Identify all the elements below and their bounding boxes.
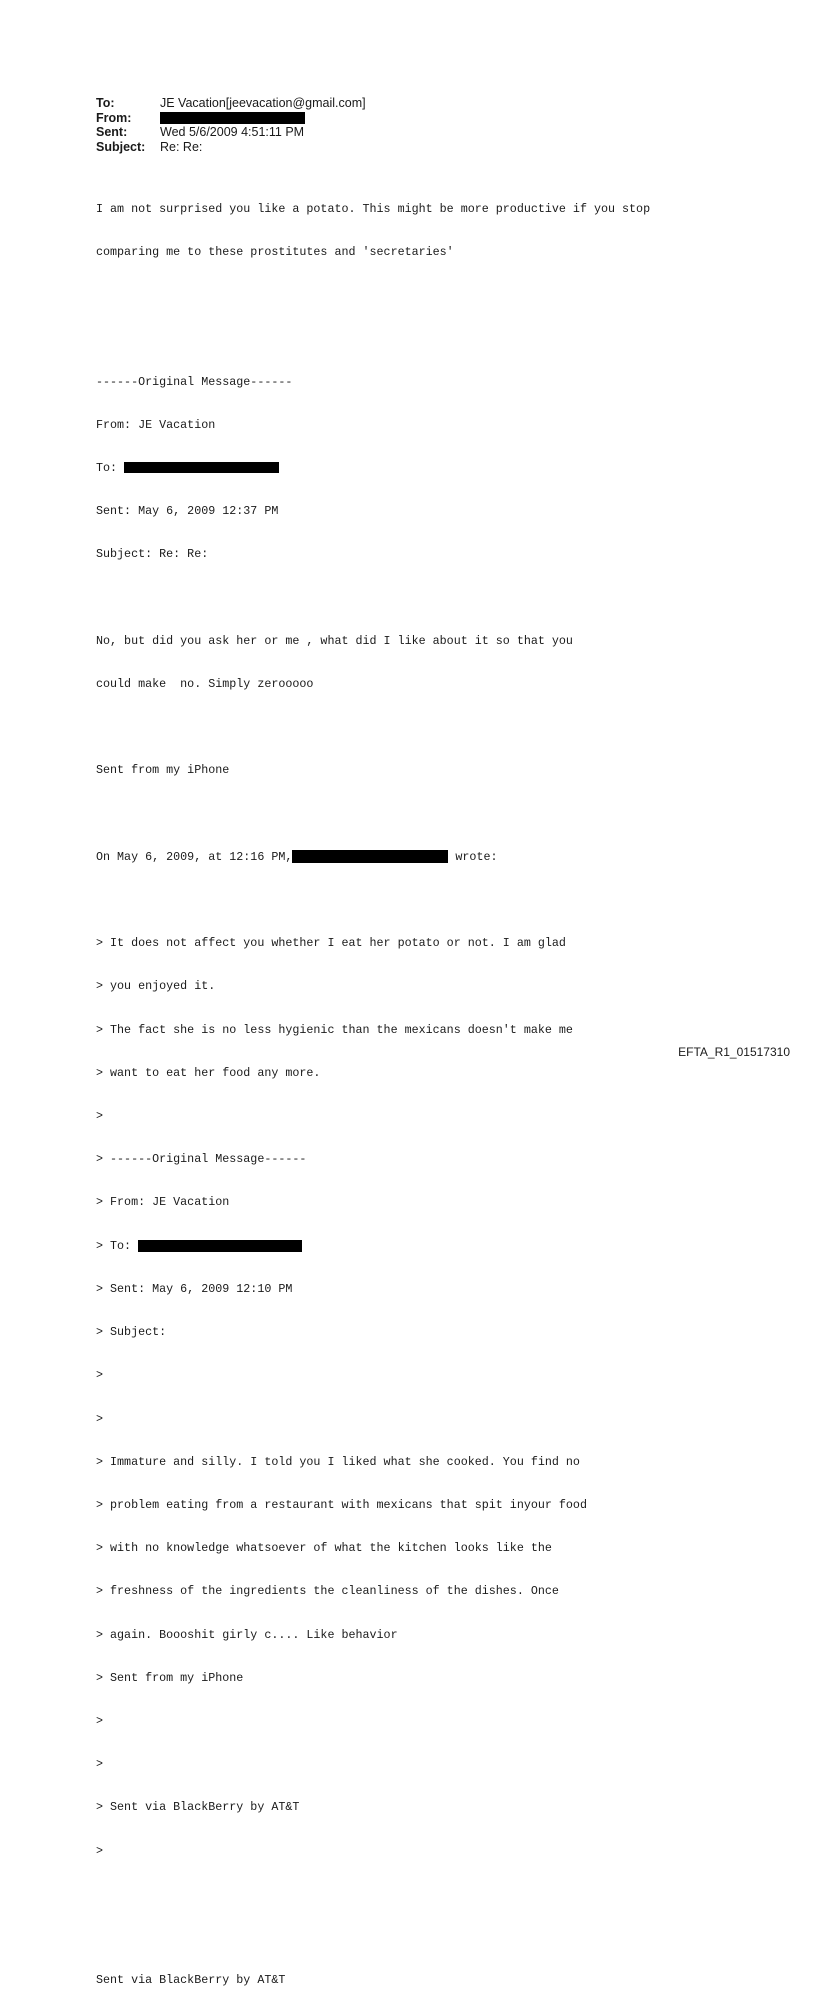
quoted-line: > [96, 1109, 104, 1124]
email-header [96, 96, 366, 154]
redaction-block [124, 462, 279, 473]
quoted-line: > [96, 1843, 104, 1858]
sent-row [96, 125, 366, 140]
reply-line: comparing me to these prostitutes and 'secretaries' [96, 245, 454, 260]
subject-row [96, 140, 366, 155]
signature-line: Sent from my iPhone [96, 763, 230, 778]
to-label: To: [96, 96, 115, 110]
final-signature: Sent via BlackBerry by AT&T [96, 1973, 286, 1988]
to-value: JE Vacation[jeevacation@gmail.com] [160, 96, 366, 110]
quoted-line: > [96, 1411, 104, 1426]
to-row [96, 96, 366, 111]
document-id: EFTA_R1_01517310 [678, 1045, 790, 1059]
original-sent: Sent: May 6, 2009 12:37 PM [96, 504, 279, 519]
message-line: No, but did you ask her or me , what did I like about it so that you [96, 633, 573, 648]
quoted-line: > [96, 1368, 104, 1383]
quoted-line: > Sent from my iPhone [96, 1670, 244, 1685]
quoted-line: > again. Boooshit girly c.... Like behavior [96, 1627, 398, 1642]
subject-label: Subject: [96, 139, 146, 154]
quoted-line: > ------Original Message------ [96, 1152, 307, 1167]
quoted-line: > with no knowledge whatsoever of what the kitchen looks like the [96, 1541, 552, 1556]
quoted-line: > Sent: May 6, 2009 12:10 PM [96, 1281, 293, 1296]
original-to: To: [96, 461, 650, 475]
quoted-line: > Subject: [96, 1325, 167, 1340]
quoted-line: > The fact she is no less hygienic than the mexicans doesn't make me [96, 1022, 573, 1037]
message-line: could make no. Simply zerooooo [96, 677, 314, 692]
quoted-line: > From: JE Vacation [96, 1195, 230, 1210]
email-body [96, 173, 650, 2002]
quoted-line: > you enjoyed it. [96, 979, 216, 994]
original-from: From: JE Vacation [96, 417, 216, 432]
redaction-block [160, 112, 305, 124]
subject-value: Re: Re: [160, 139, 203, 154]
quoted-line: > [96, 1757, 104, 1772]
quoted-line: > [96, 1713, 104, 1728]
quoted-line: > Immature and silly. I told you I liked what she cooked. You find no [96, 1454, 580, 1469]
quoted-line: > It does not affect you whether I eat her potato or not. I am glad [96, 936, 566, 951]
quoted-line: > Sent via BlackBerry by AT&T [96, 1800, 300, 1815]
quoted-line: > freshness of the ingredients the cleanliness of the dishes. Once [96, 1584, 559, 1599]
from-label: From: [96, 110, 132, 125]
original-message-divider: ------Original Message------ [96, 374, 293, 389]
redaction-block [292, 850, 448, 863]
sent-value: Wed 5/6/2009 4:51:11 PM [160, 125, 305, 139]
quoted-line: > want to eat her food any more. [96, 1065, 321, 1080]
from-row [96, 111, 366, 126]
sent-label: Sent: [96, 125, 128, 139]
redaction-block [138, 1240, 302, 1252]
on-date-wrote-line: On May 6, 2009, at 12:16 PM, wrote: [96, 849, 498, 864]
original-subject: Subject: Re: Re: [96, 547, 209, 562]
quoted-to-line: > To: [96, 1239, 650, 1253]
reply-line: I am not surprised you like a potato. This might be more productive if you stop [96, 201, 651, 216]
quoted-line: > problem eating from a restaurant with mexicans that spit inyour food [96, 1497, 587, 1512]
